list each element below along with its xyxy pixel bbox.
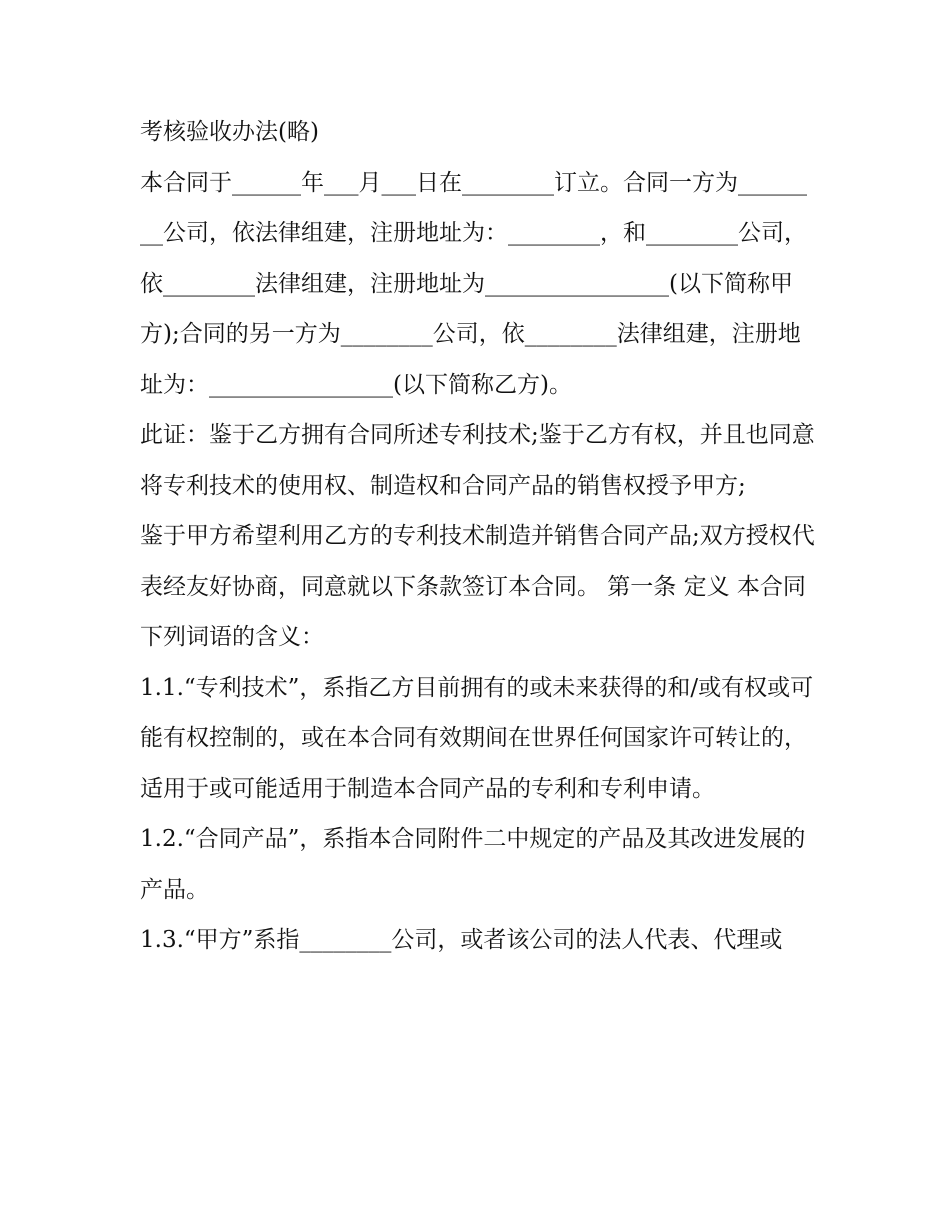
section-heading-acceptance: 考核验收办法(略) bbox=[140, 119, 319, 145]
definition-1-1: 1.1.“专利技术”，系指乙方目前拥有的或未来获得的和/或有权或可能有权控制的，或在本合同有效期间在世界任何国家许可转让的，适用于或可能适用于制造本合同产品的专利和专利申请。 bbox=[140, 674, 814, 802]
document-page bbox=[140, 107, 816, 966]
contract-parties-paragraph: 本合同于______年___月___日在________订立。合同一方为________公司，依法律组建，注册地址为：________，和________公司，依________法律组建，注册地址为________________(以下简称甲方);合同的另一方为________公司，依________法律组建，注册地址为：________________(以下简称乙方)。 bbox=[140, 169, 807, 398]
definition-1-2: 1.2.“合同产品”，系指本合同附件二中规定的产品及其改进发展的产品。 bbox=[140, 826, 806, 903]
definition-1-3: 1.3.“甲方”系指________公司，或者该公司的法人代表、代理或 bbox=[140, 927, 783, 953]
whereas-paragraph-1: 此证：鉴于乙方拥有合同所述专利技术;鉴于乙方有权，并且也同意将专利技术的使用权、制造权和合同产品的销售权授予甲方; bbox=[140, 422, 815, 499]
whereas-paragraph-2: 鉴于甲方希望利用乙方的专利技术制造并销售合同产品;双方授权代表经友好协商，同意就以下条款签订本合同。 第一条 定义 本合同下列词语的含义： bbox=[140, 523, 815, 650]
